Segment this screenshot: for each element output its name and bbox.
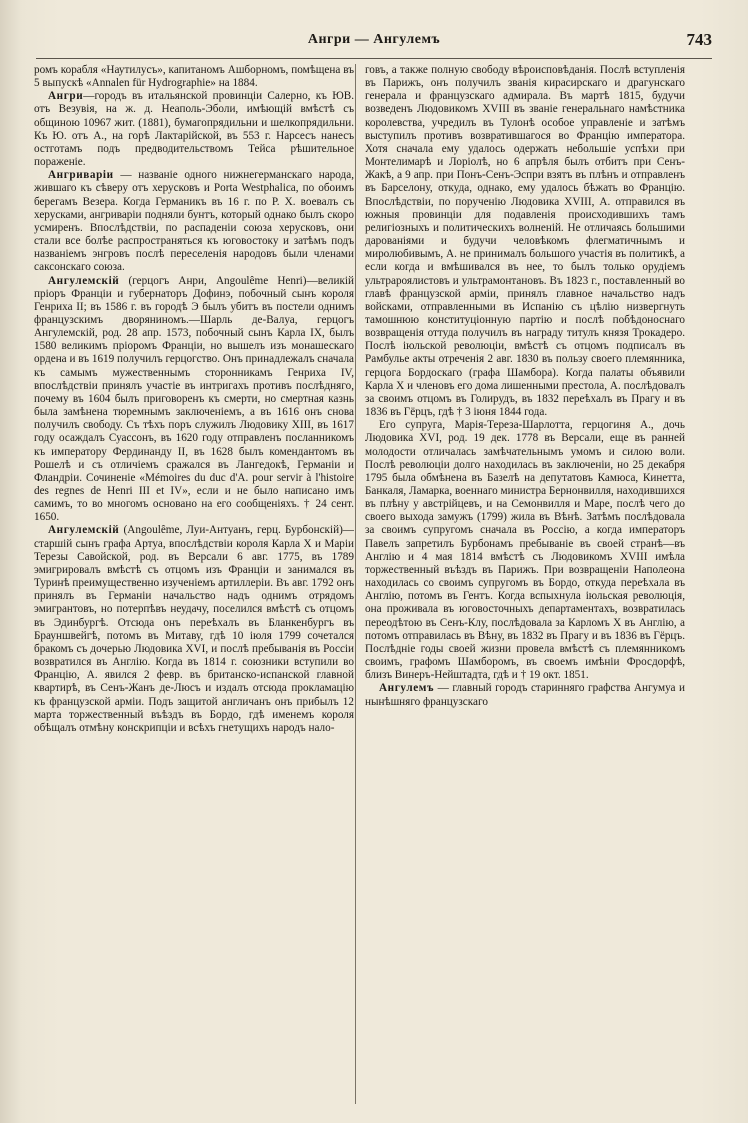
entry-angulemsky-henri bbox=[34, 275, 354, 525]
column-divider bbox=[355, 64, 356, 1104]
entry-headword: Ангри bbox=[48, 90, 84, 103]
entry-text: Его супруга, Марія-Тереза-Шарлотта, герцогиня А., дочь Людовика XVI, род. 19 дек. 1778 въ Версали, еще въ ранней молодости отличалась замѣчательнымъ умомъ и силою воли. Послѣ революціи долго находилась въ заключеніи, но 25 декабря 1795 была обмѣнена въ Базелѣ на депутатовъ Камюса, Кинетта, Банкаля, Ламарка, военнаго министра Бернонвилля, находившихся въ плѣну у австрійцевъ, и на Семонвилля и Маре, послѣ чего до своего выхода замужъ (1799) жила въ Вѣнѣ. Затѣмъ послѣдовала за своимъ супругомъ сначала въ Россію, а когда императоръ Павелъ запретилъ Бурбонамъ пребываніе въ своей странѣ—въ Англію и 4 мая 1814 вмѣстѣ съ Людовикомъ XVIII имѣла торжественный въѣздъ въ Парижъ. При возвращеніи Наполеона находилась со своимъ супругомъ въ Бордо, откуда переѣхала въ Англію, потомъ въ Гентъ. Когда вспыхнула іюльская революція, она проживала въ юговосточныхъ департаментахъ, возвратилась переодѣтою въ Сенъ-Клу, послѣдовала за Карломъ X въ Англію, а потомъ отправилась въ Вѣну, въ 1832 въ Прагу и въ 1836 въ Гёрцъ. Послѣдніе годы своей жизни провела вмѣстѣ съ племянникомъ своимъ, графомъ Шамборомъ, въ своемъ имѣніи Фросдорфѣ, близъ Винеръ-Нейштадта, гдѣ и † 19 окт. 1851. bbox=[365, 419, 685, 682]
entry-text: — названіе одного нижнегерманскаго народа, жившаго къ сѣверу отъ херусковъ и Porta Westphalica, по обоимъ берегамъ Везера. Когда Германикъ въ 16 г. по Р. Х. воевалъ съ херусками, ангриваріи подняли бунтъ, который однако былъ скоро усмиренъ. Впослѣдствіи, по распаденіи союза херусковъ, они стали все болѣе распространяться къ юговостоку и затѣмъ подъ названіемъ энгровъ послѣ переселенія народовъ были членами саксонскаго союза. bbox=[34, 169, 354, 274]
entry-angulem bbox=[365, 682, 685, 708]
entry-angrivarii bbox=[34, 169, 354, 274]
entry-text: — главный городъ старинняго графства Ангумуа и нынѣшняго французскаго bbox=[365, 682, 685, 708]
entry-headword: Ангулемскій bbox=[48, 524, 120, 537]
entry-angulemsky-louis-antoine bbox=[34, 524, 354, 735]
page-header bbox=[36, 30, 712, 54]
right-column bbox=[365, 64, 685, 709]
entry-text: (Angoulême, Луи-Антуанъ, герц. Бурбонскій)—старшій сынъ графа Артуа, впослѣдствіи короля Карла X и Маріи Терезы Савойской, род. въ Версали 6 авг. 1775, въ 1789 эмигрировалъ вмѣстѣ съ отцомъ изъ Франціи и занимался въ Туринѣ преимущественно изученіемъ артиллеріи. Въ авг. 1792 онъ принялъ въ Германіи начальство надъ однимъ отрядомъ эмигрантовъ, но потерпѣвъ неудачу, поселился вмѣстѣ съ отцомъ въ Эдинбургѣ. Отсюда онъ переѣхалъ въ Бланкенбургъ въ Брауншвейгѣ, потомъ въ Митаву, гдѣ 10 іюля 1799 сочетался бракомъ съ дочерью Людовика XVI, и послѣ пребыванія въ Россіи возвратился въ Англію. Когда въ 1814 г. союзники вступили во Францію, А. явился 2 февр. въ британско-испанской главной квартирѣ, въ Сенъ-Жанъ де-Люсъ и издалъ отсюда прокламацію къ французской арміи. Подъ защитой англичанъ онъ прибылъ 12 марта торжественный въѣздъ въ Бордо, гдѣ именемъ короля обѣщалъ отмѣну конскрипціи и всѣхъ гнетущихъ народъ нало- bbox=[34, 524, 354, 734]
entry-text: —городъ въ итальянской провинціи Салерно, къ ЮВ. отъ Везувія, на ж. д. Неаполь-Эболи, имѣющій вмѣстѣ съ общиною 10967 жит. (1881), бумагопрядильни и шелкопрядильни. Къ Ю. отъ А., на горѣ Лактарійской, въ 553 г. Нарсесъ нанесъ остготамъ подъ предводительствомъ Тейса рѣшительное пораженіе. bbox=[34, 90, 354, 169]
entry-headword: Ангулемъ bbox=[379, 682, 435, 695]
entry-headword: Ангриваріи bbox=[48, 169, 114, 182]
entry-text: говъ, а также полную свободу вѣроисповѣданія. Послѣ вступленія въ Парижъ, онъ получилъ званія кирасирскаго и драгунскаго генерала и французскаго адмирала. Въ мартѣ 1815, будучи возведенъ Людовикомъ XVIII въ званіе генеральнаго намѣстника королевства, учредилъ въ Тулонѣ особое управленіе и затѣмъ выступилъ противъ возвратившагося во Францію императора. Хотя сначала ему удалось одержать небольшіе успѣхи при Монтелимарѣ и Лоріолѣ, но 6 апрѣля былъ отбитъ при Сенъ-Жакѣ, а 9 апр. при Понъ-Сенъ-Эспри взятъ въ плѣнъ и отправленъ въ Барселону, откуда, однако, ему удалось бѣжать во Францію. Впослѣдствіи, по порученію Людовика XVIII, А. отправился въ южныя провинціи для подавленія происходившихъ тамъ религіозныхъ и политическихъ волненій. Не отличаясь большими дарованіями и будучи человѣкомъ флегматичнымъ и миролюбивымъ, А. не принималъ большого участія въ политикѣ, а если когда и вмѣшивался въ нее, то былъ только орудіемъ ультрароялистовъ и ультрамонтановъ. Въ 1823 г., поставленный во главѣ французской арміи, принялъ главное начальство надъ войсками, отправленными въ Испанію съ цѣлію низвергнуть тамошнюю конституціонную партію и послѣ побѣдоноснаго возвращенія оттуда получилъ въ награду титулъ князя Трокадеро. Послѣ іюльской революціи, вмѣстѣ съ отцомъ подписалъ въ Рамбулье акты отреченія 2 авг. 1830 въ пользу своего племянника, герцога Бордоскаго (графа Шамбора). Когда палаты объявили Карла X и членовъ его дома лишенными престола, А. послѣдовалъ за своимъ отцомъ въ Голирудъ, въ 1832 переѣхалъ въ Прагу и въ 1836 въ Гёрцъ, гдѣ † 3 іюня 1844 года. bbox=[365, 64, 685, 419]
entry-text: ромъ корабля «Наутилусъ», капитаномъ Ашборномъ, помѣщена въ 5 выпускѣ «Annalen für Hydrographie» на 1884. bbox=[34, 64, 354, 90]
entry-spouse bbox=[365, 419, 685, 682]
entry-continuation bbox=[34, 64, 354, 90]
page-number: 743 bbox=[686, 30, 712, 49]
header-rule bbox=[36, 58, 712, 59]
entry-angri bbox=[34, 90, 354, 169]
left-column bbox=[34, 64, 354, 735]
entry-headword: Ангулемскій bbox=[48, 274, 120, 287]
entry-text: (герцогъ Анри, Angoulême Henri)—великій пріоръ Франціи и губернаторъ Дофинэ, побочный сынъ короля Генриха II; въ 1586 г. въ городѣ Э былъ убитъ въ постели однимъ французскимъ дворяниномъ.—Шарль де-Валуа, герцогъ Ангулемскій, род. 28 апр. 1573, побочный сынъ Карла IX, былъ 1580 великимъ пріоромъ Франціи, но вышелъ изъ монашескаго ордена и въ 1619 получилъ герцогство. Онъ принадлежалъ сначала къ самымъ мужественнымъ сторонникамъ Генриха IV, впослѣдствіи принялъ участіе въ интригахъ противъ послѣдняго, почему въ 1604 былъ приговоренъ къ смерти, но смертная казнь была замѣнена тюремнымъ заключеніемъ, а въ 1616 онъ снова получилъ свободу. Съ тѣхъ поръ служилъ Людовику XIII, въ 1617 году осаждалъ Суассонъ, въ 1620 году отправленъ посланникомъ къ императору Фердинанду II, въ 1628 былъ комендантомъ въ Рошелѣ и съ отличіемъ сражался въ Лангедокѣ, Германіи и Фландріи. Сочиненіе «Mémoires du duc d'A. pour servir à l'histoire des regnes de Henri III et IV», если и не было написано имъ самимъ, то во многомъ основано на его сообщеніяхъ. † 24 сент. 1650. bbox=[34, 274, 354, 524]
running-head: Ангри — Ангулемъ bbox=[307, 32, 441, 47]
entry-continuation bbox=[365, 64, 685, 419]
